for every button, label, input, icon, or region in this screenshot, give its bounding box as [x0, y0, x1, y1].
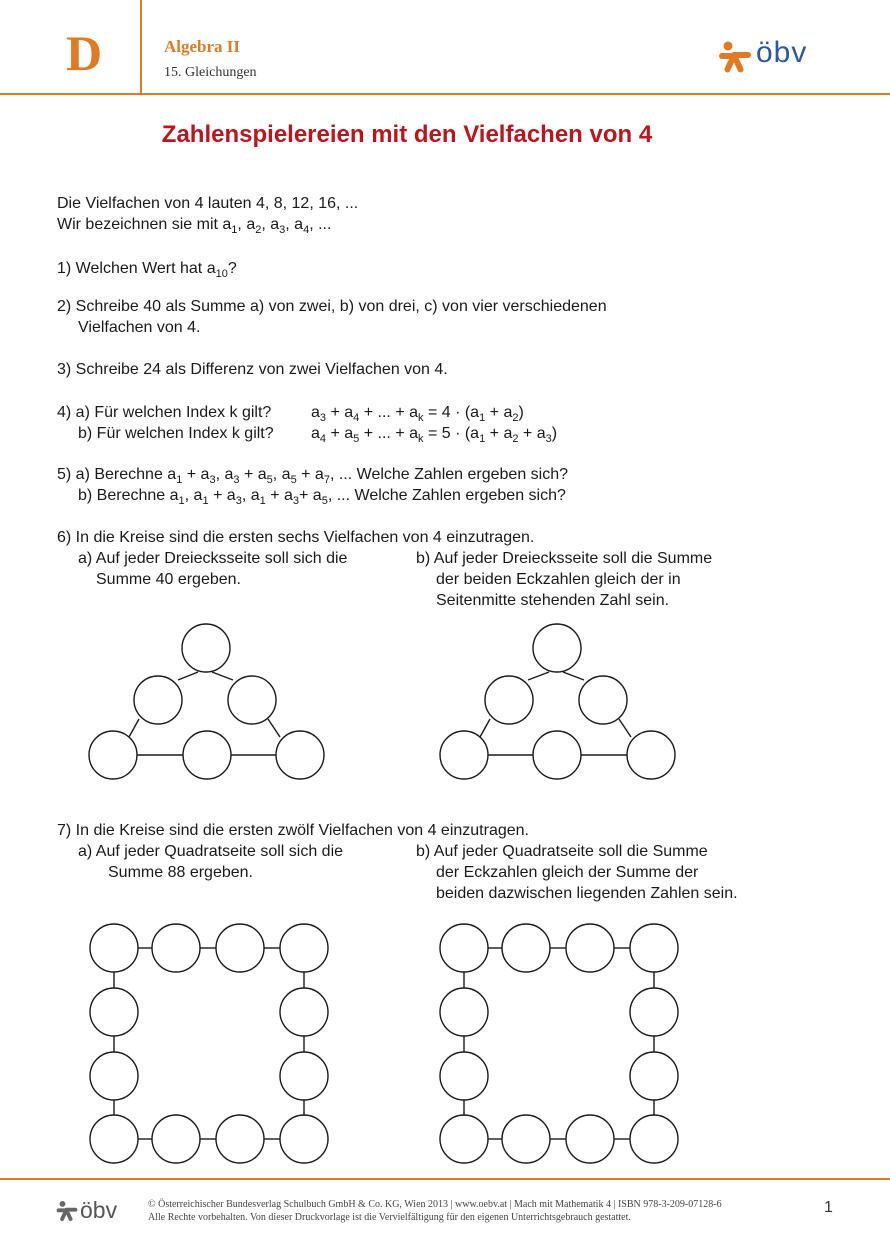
- circle-slot[interactable]: [502, 1115, 550, 1163]
- circle-slot[interactable]: [440, 1115, 488, 1163]
- circle-slot[interactable]: [485, 676, 533, 724]
- task-7a-line-2: Summe 88 ergeben.: [108, 864, 253, 881]
- circle-slot[interactable]: [440, 1052, 488, 1100]
- circle-slot[interactable]: [627, 731, 675, 779]
- task-7a-line-1: a) Auf jeder Quadratseite soll sich die: [78, 843, 344, 860]
- circle-slot[interactable]: [533, 624, 581, 672]
- subject-title: Algebra II: [164, 37, 241, 56]
- page-number: 1: [824, 1199, 833, 1216]
- circle-slot[interactable]: [579, 676, 627, 724]
- circle-slot[interactable]: [182, 624, 230, 672]
- circle-slot[interactable]: [533, 731, 581, 779]
- section-letter: D: [66, 25, 103, 81]
- circle-slot[interactable]: [440, 731, 488, 779]
- circle-slot[interactable]: [630, 1052, 678, 1100]
- circle-slot[interactable]: [228, 676, 276, 724]
- intro-line-1: Die Vielfachen von 4 lauten 4, 8, 12, 16, ...: [57, 195, 359, 212]
- task-6-line-1: 6) In die Kreise sind die ersten sechs Vielfachen von 4 einzutragen.: [57, 529, 535, 546]
- circle-slot[interactable]: [89, 731, 137, 779]
- task-6a-line-2: Summe 40 ergeben.: [96, 571, 241, 588]
- task-7b-line-3: beiden dazwischen liegenden Zahlen sein.: [436, 885, 738, 902]
- square-diagram-b: [440, 924, 678, 1163]
- circle-slot[interactable]: [280, 1115, 328, 1163]
- circle-slot[interactable]: [566, 924, 614, 972]
- circle-slot[interactable]: [630, 1115, 678, 1163]
- task-6b-line-1: b) Auf jeder Dreiecksseite soll die Summe: [416, 550, 713, 567]
- circle-slot[interactable]: [502, 924, 550, 972]
- page-title: Zahlenspielereien mit den Vielfachen von 4: [161, 121, 653, 148]
- circle-slot[interactable]: [440, 924, 488, 972]
- circle-slot[interactable]: [566, 1115, 614, 1163]
- triangle-diagram-b: [440, 624, 675, 779]
- circle-slot[interactable]: [90, 1115, 138, 1163]
- task-6b-line-3: Seitenmitte stehenden Zahl sein.: [436, 592, 670, 609]
- circle-slot[interactable]: [216, 924, 264, 972]
- circle-slot[interactable]: [134, 676, 182, 724]
- footer-divider: [0, 1178, 890, 1180]
- publisher-logo-text: öbv: [756, 36, 808, 69]
- triangle-diagram-a: [89, 624, 324, 779]
- circle-slot[interactable]: [183, 731, 231, 779]
- task-7b-line-1: b) Auf jeder Quadratseite soll die Summe: [416, 843, 708, 860]
- task-4b-label: b) Für welchen Index k gilt?: [78, 425, 274, 442]
- circle-slot[interactable]: [280, 1052, 328, 1100]
- circle-slot[interactable]: [630, 924, 678, 972]
- task-3: 3) Schreibe 24 als Differenz von zwei Vielfachen von 4.: [57, 361, 448, 378]
- circle-slot[interactable]: [280, 924, 328, 972]
- task-4b-equation: $a_4 + a_5$ + ... + $a_k = 5 \cdot (a_1 + a_2 + a_3)$: [311, 425, 558, 445]
- circle-slot[interactable]: [440, 988, 488, 1036]
- task-4a-label: 4) a) Für welchen Index k gilt?: [57, 404, 272, 421]
- square-diagram-a: [90, 924, 328, 1163]
- task-6b-line-2: der beiden Eckzahlen gleich der in: [436, 571, 681, 588]
- footer-copyright: © Österreichischer Bundesverlag Schulbuch GmbH & Co. KG, Wien 2013 | www.oebv.at | Mach mit Mathematik 4 | ISBN 978-3-209-07128-6: [148, 1199, 722, 1210]
- task-7-line-1: 7) In die Kreise sind die ersten zwölf Vielfachen von 4 einzutragen.: [57, 822, 529, 839]
- obv-star-logo-icon: [56, 1200, 78, 1222]
- circle-slot[interactable]: [90, 988, 138, 1036]
- circle-slot[interactable]: [630, 988, 678, 1036]
- intro-line-2: Wir bezeichnen sie mit $a_1$, $a_2$, $a_3$, $a_4$, ...: [57, 216, 332, 236]
- circle-slot[interactable]: [90, 1052, 138, 1100]
- circle-slot[interactable]: [152, 1115, 200, 1163]
- task-5b: b) Berechne $a_1$, $a_1 + a_3$, $a_1 + a_3+ a_5$, ... Welche Zahlen ergeben sich?: [78, 487, 566, 507]
- task-7b-line-2: der Eckzahlen gleich der Summe der: [436, 864, 699, 881]
- footer-rights: Alle Rechte vorbehalten. Von dieser Druckvorlage ist die Vervielfältigung für den eigenen Unterrichtsgebrauch gestattet.: [148, 1212, 631, 1223]
- chapter-title: 15. Gleichungen: [164, 65, 257, 80]
- task-2-line-1: 2) Schreibe 40 als Summe a) von zwei, b) von drei, c) von vier verschiedenen: [57, 298, 607, 315]
- circle-slot[interactable]: [280, 988, 328, 1036]
- circle-slot[interactable]: [90, 924, 138, 972]
- task-5a: 5) a) Berechne $a_1 + a_3$, $a_3 + a_5$, $a_5 + a_7$, ... Welche Zahlen ergeben sich?: [57, 466, 569, 486]
- task-6a-line-1: a) Auf jeder Dreiecksseite soll sich die: [78, 550, 348, 567]
- circle-slot[interactable]: [216, 1115, 264, 1163]
- task-4a-equation: $a_3 + a_4$ + ... + $a_k = 4 \cdot (a_1 + a_2)$: [311, 404, 524, 424]
- circle-slot[interactable]: [152, 924, 200, 972]
- circle-slot[interactable]: [276, 731, 324, 779]
- task-1: 1) Welchen Wert hat $a_{10}$?: [57, 260, 237, 280]
- task-2-line-2: Vielfachen von 4.: [78, 319, 201, 336]
- footer-logo-text: öbv: [80, 1197, 118, 1223]
